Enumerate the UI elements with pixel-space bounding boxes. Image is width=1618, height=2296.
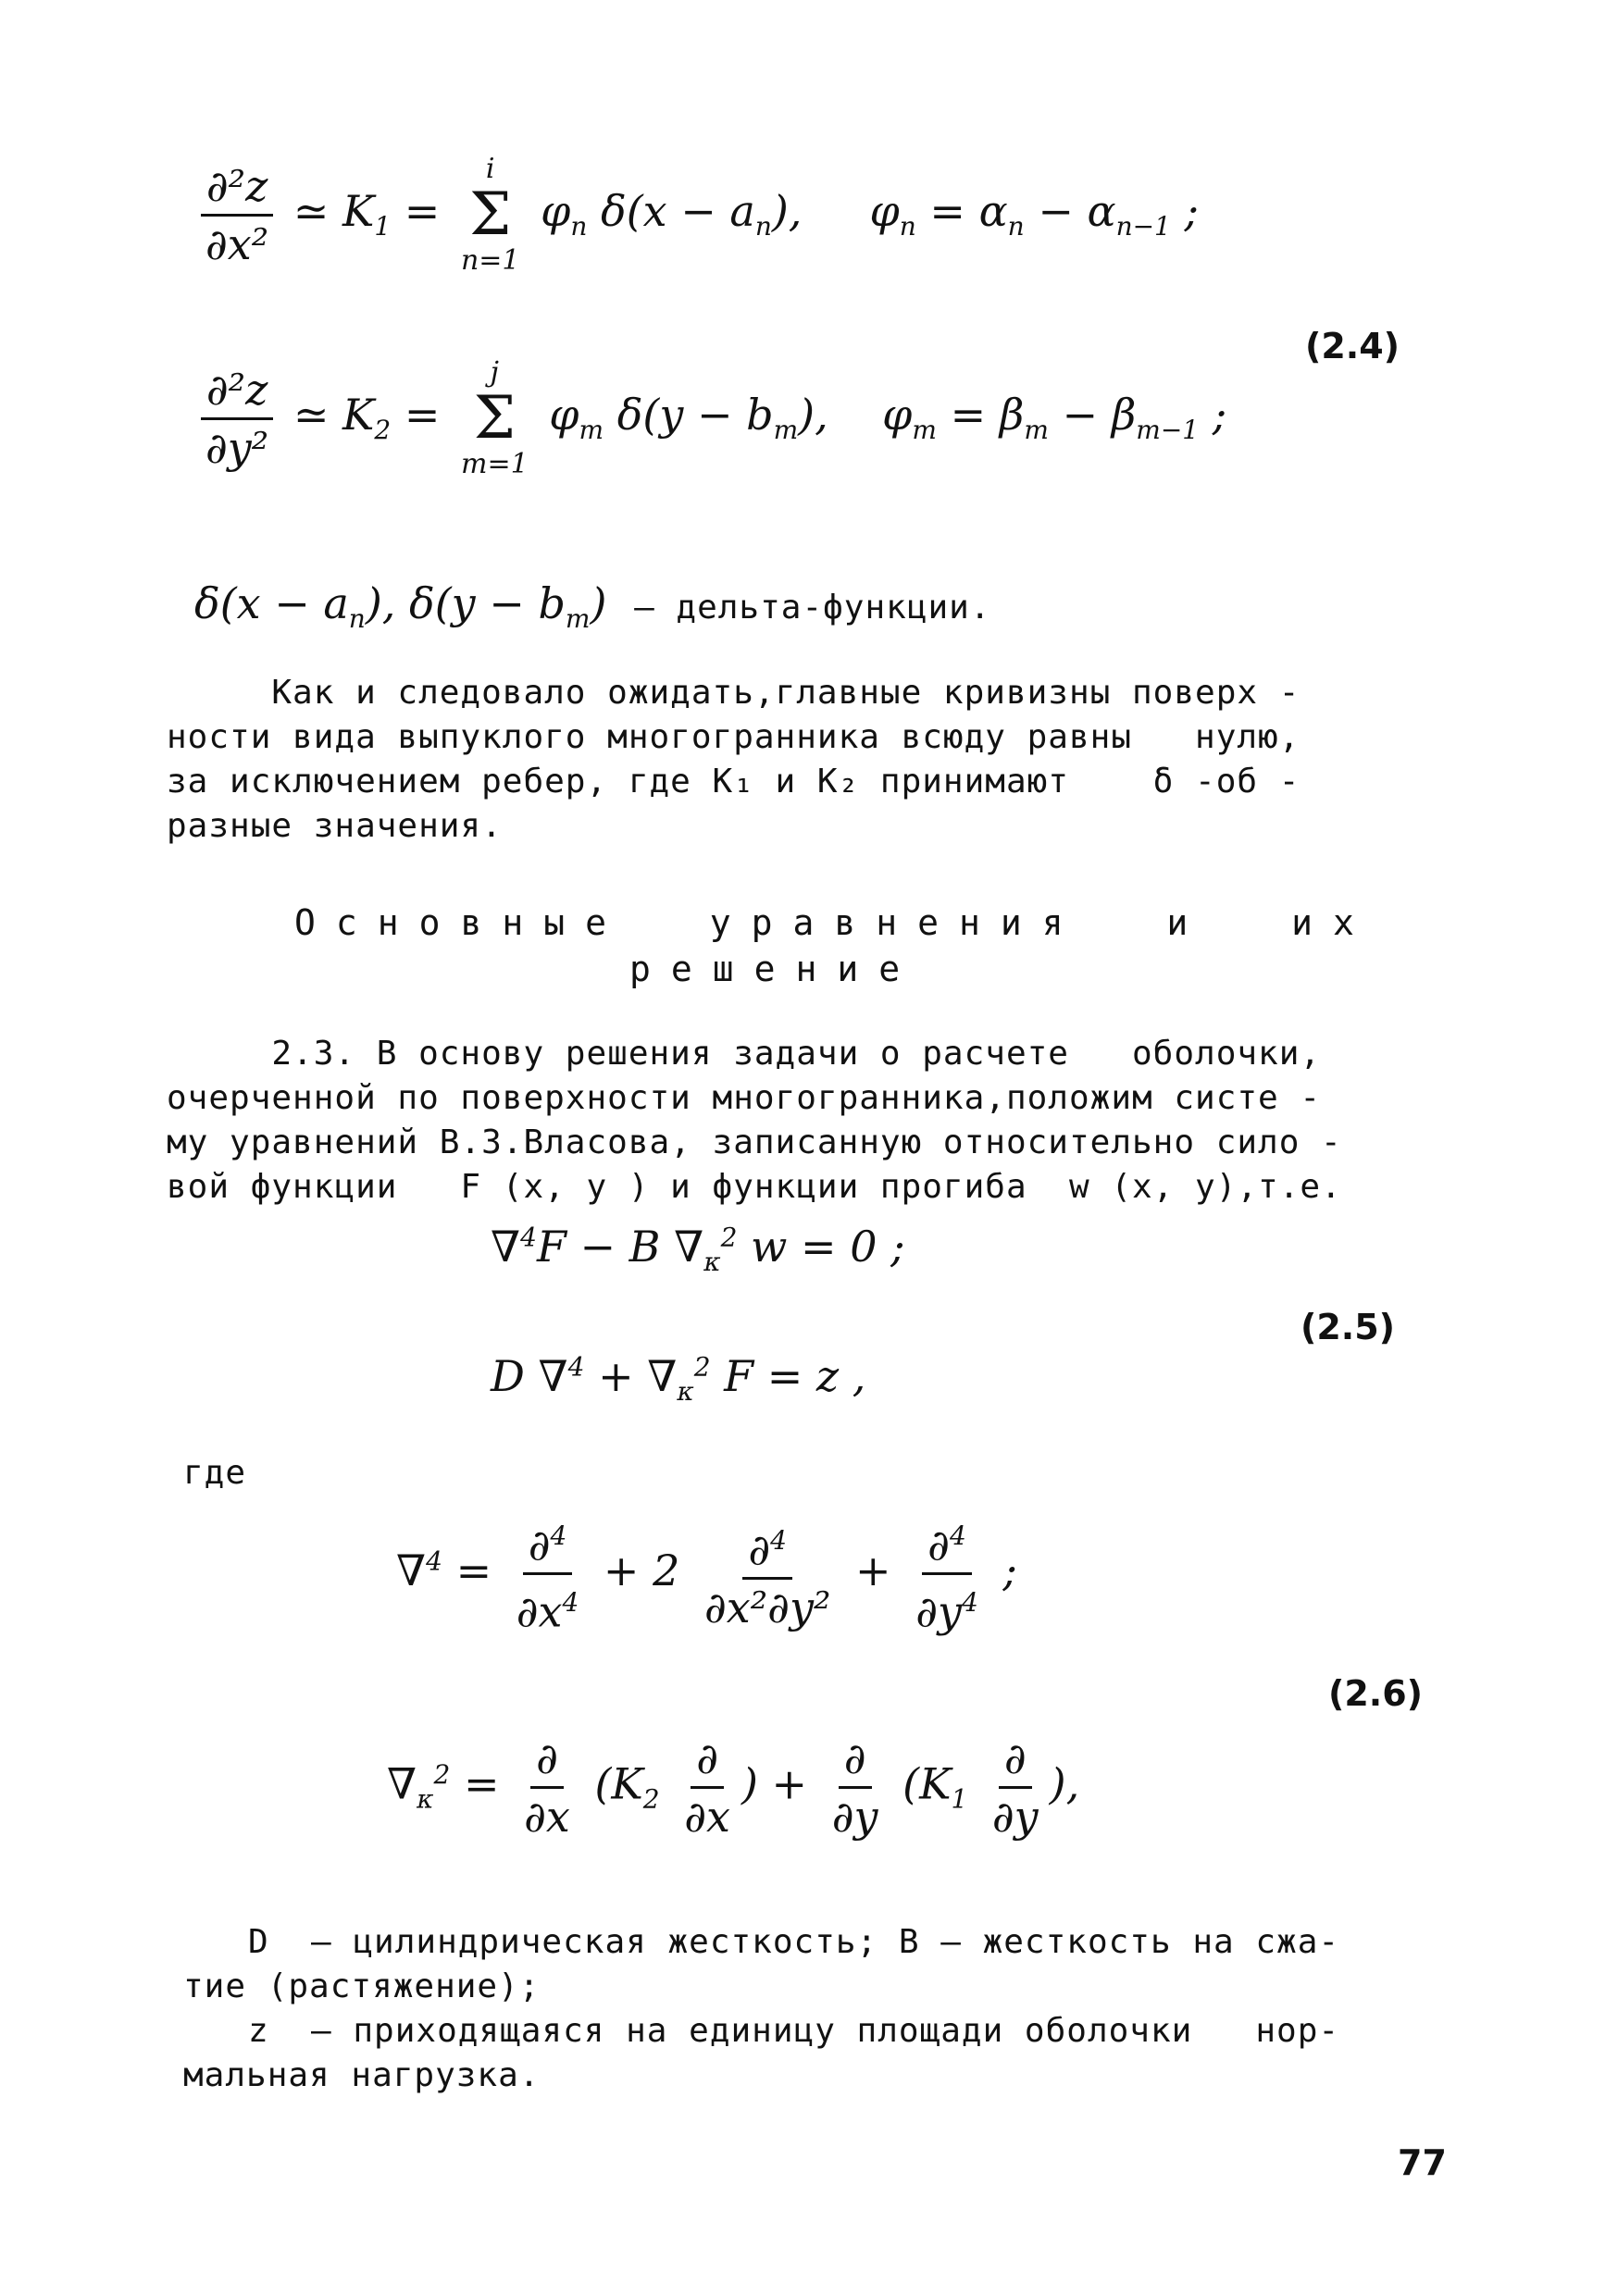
paragraph-line: 2.3. В основу решения задачи о расчете оболочки, — [167, 1035, 1322, 1073]
section-heading-line1: Основные уравнения и их — [294, 902, 1375, 943]
paragraph-line: очерченной по поверхности многогранника,положим систе - — [167, 1079, 1322, 1117]
definition-z-line2: мальная нагрузка. — [183, 2056, 541, 2094]
equation-number-2-6: (2.6) — [1328, 1673, 1424, 1714]
equation-2-6-line1: ∇$^4$ = $\frac{\partial^4}{\partial x^4}$ + 2 $\frac{\partial^4}{\text{∂x²∂y²}}$ + $\frac{\partial^4}{\partial y^4}$ ; — [396, 1508, 1017, 1640]
equation-2-5-line1: ∇$^4$F − B $\nabla_\kappa^2$ w = 0 ; — [491, 1222, 905, 1278]
paragraph-curvatures — [167, 671, 1300, 849]
definitions — [183, 1920, 1339, 2098]
equation-number-2-4: (2.4) — [1305, 326, 1400, 366]
paragraph-line: за исключением ребер, где K₁ и K₂ принимают δ -об - — [167, 763, 1301, 800]
paragraph-line: разные значения. — [167, 807, 503, 845]
paragraph-vlasov — [167, 1032, 1342, 1210]
equation-2-6-line2: $\nabla_\kappa^2$ = $\frac{\partial}{\partial x}$ ($K_2$ $\frac{\partial}{\partial x}$ ) + $\frac{\partial}{\partial y}$ ($K_1$ $\frac{\partial}{\partial y}$ ), — [387, 1731, 1079, 1844]
equation-2-4-line2: $\frac{\text{∂²z}}{\text{∂y²}}$ ≃ $K_2$ = j Σ m=1 $\varphi_m$ $\delta(y - b_m)$, $\varphi_m = \beta_m - \beta_{m-1}$ ; — [194, 356, 1226, 480]
definition-d-line2: тие (растяжение); — [183, 1967, 541, 2005]
delta-expressions: $\delta(x - a_n)$, $\delta(y - b_m)$ — [194, 578, 607, 635]
paragraph-line: му уравнений В.З.Власова, записанную относительно сило - — [167, 1123, 1342, 1161]
paragraph-line: вой функции F (x, y ) и функции прогиба w (x, y),т.е. — [167, 1168, 1342, 1206]
delta-function-line — [194, 578, 991, 634]
paragraph-line: ности вида выпуклого многогранника всюду равны нулю, — [167, 718, 1301, 756]
equation-2-5-line2: D $\nabla^4 + \nabla_\kappa^2$ F = z , — [491, 1351, 866, 1408]
definition-z-line1: z – приходящаяся на единицу площади оболочки нор- — [248, 2012, 1340, 2050]
equation-number-2-5: (2.5) — [1301, 1307, 1396, 1347]
paragraph-line: Как и следовало ожидать,главные кривизны поверх - — [167, 674, 1301, 712]
page-number: 77 — [1398, 2142, 1447, 2183]
equation-2-4-line1: $\frac{\text{∂²z}}{\text{∂x²}}$ ≃ $K_1$ = i Σ n=1 $\varphi_n$ $\delta(x - a_n)$, $\varphi_n = \alpha_n - \alpha_{n-1}$ ; — [194, 153, 1199, 277]
section-heading-line2: решение — [629, 949, 921, 989]
definition-d-line1: D – цилиндрическая жесткость; B – жесткость на сжа- — [248, 1923, 1340, 1961]
where-word: где — [183, 1454, 247, 1492]
delta-suffix: – дельта-функции. — [634, 589, 991, 627]
